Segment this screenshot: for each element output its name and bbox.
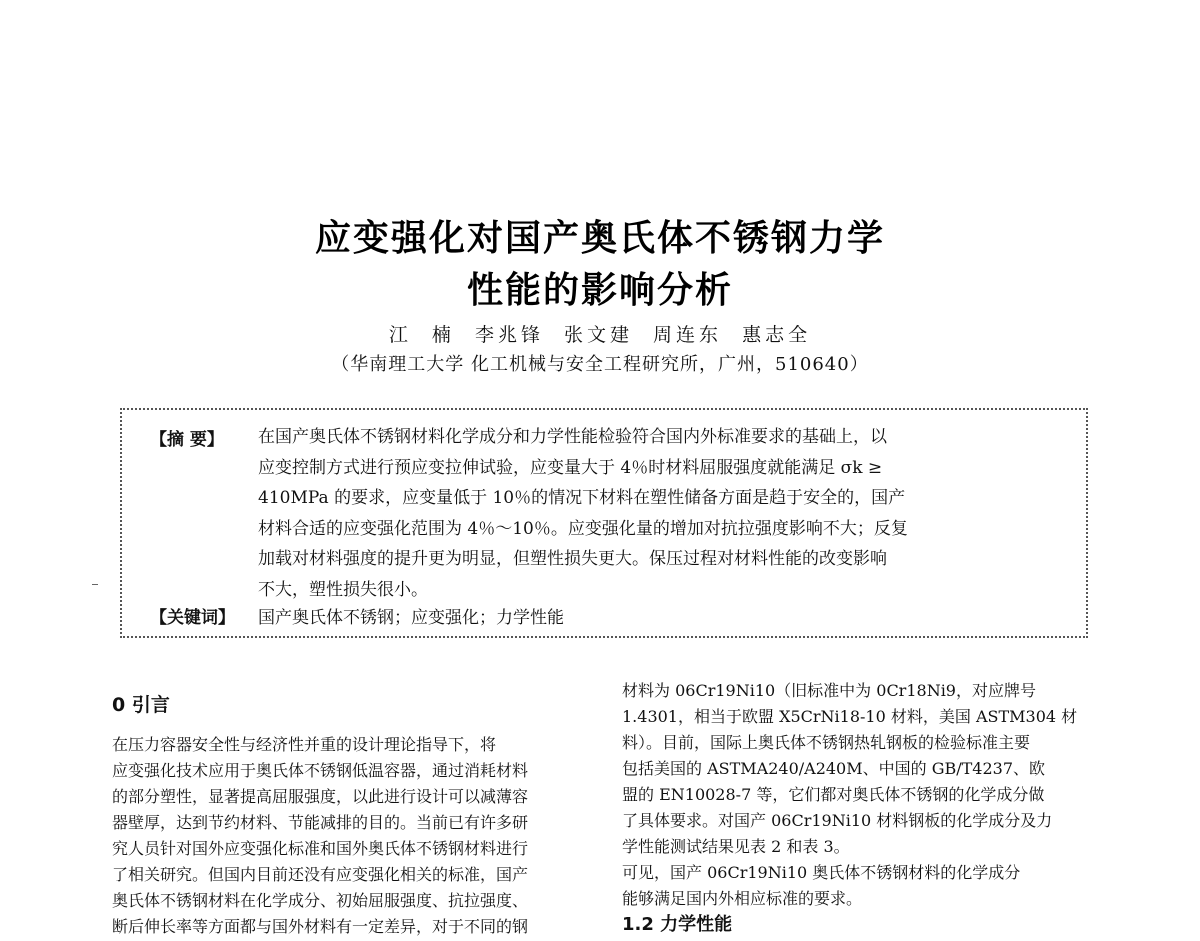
abstract-text xyxy=(258,422,1058,605)
paragraph-line: 盟的 EN10028-7 等，它们都对奥氏体不锈钢的化学成分做 xyxy=(622,785,1045,804)
paper-title-line-2: 性能的影响分析 xyxy=(466,270,733,311)
paragraph-line: 材料为 06Cr19Ni10（旧标准中为 0Cr18Ni9，对应牌号 xyxy=(622,681,1036,700)
affiliation: （华南理工大学 化工机械与安全工程研究所，广州，510640） xyxy=(331,354,869,375)
paragraph-line: 了具体要求。对国产 06Cr19Ni10 材料钢板的化学成分及力 xyxy=(622,811,1053,830)
paragraph-line: 学性能测试结果见表 2 和表 3。 xyxy=(622,837,850,856)
abstract-label: 【摘 要】 xyxy=(150,430,224,450)
paragraph-line: 1.4301，相当于欧盟 X5CrNi18-10 材料，美国 ASTM304 材 xyxy=(622,707,1078,726)
right-column-text xyxy=(622,678,1102,912)
authors: 江 楠 李兆锋 张文建 周连东 惠志全 xyxy=(388,324,812,346)
abstract-line: 在国产奥氏体不锈钢材料化学成分和力学性能检验符合国内外标准要求的基础上，以 xyxy=(258,427,887,447)
paragraph-line: 应变强化技术应用于奥氏体不锈钢低温容器，通过消耗材料 xyxy=(112,761,529,780)
paragraph-line: 能够满足国内外相应标准的要求。 xyxy=(622,889,863,908)
paragraph-line: 断后伸长率等方面都与国外材料有一定差异，对于不同的钢 xyxy=(112,917,529,936)
paragraph-line: 在压力容器安全性与经济性并重的设计理论指导下，将 xyxy=(112,735,497,754)
keywords-label: 【关键词】 xyxy=(150,608,235,628)
paragraph-line: 了相关研究。但国内目前还没有应变强化相关的标准，国产 xyxy=(112,865,529,884)
abstract-line: 410MPa 的要求，应变量低于 10％的情况下材料在塑性储备方面是趋于安全的，国产 xyxy=(258,488,906,508)
paragraph-line: 器壁厚，达到节约材料、节能减排的目的。当前已有许多研 xyxy=(112,813,529,832)
keywords-text: 国产奥氏体不锈钢；应变强化；力学性能 xyxy=(258,608,564,628)
margin-mark xyxy=(92,584,98,585)
section-0-heading: 0 引言 xyxy=(112,694,170,716)
section-1-2-heading: 1.2 力学性能 xyxy=(622,914,733,935)
paragraph-line: 包括美国的 ASTMA240/A240M、中国的 GB/T4237、欧 xyxy=(622,759,1046,778)
paragraph-line: 料）。目前，国际上奥氏体不锈钢热轧钢板的检验标准主要 xyxy=(622,733,1031,752)
paragraph-line: 奥氏体不锈钢材料在化学成分、初始屈服强度、抗拉强度、 xyxy=(112,891,529,910)
paragraph-line: 可见，国产 06Cr19Ni10 奥氏体不锈钢材料的化学成分 xyxy=(622,863,1021,882)
paragraph-line: 的部分塑性，显著提高屈服强度，以此进行设计可以减薄容 xyxy=(112,787,529,806)
abstract-line: 不大，塑性损失很小。 xyxy=(258,579,428,600)
abstract-line: 应变控制方式进行预应变拉伸试验，应变量大于 4％时材料屈服强度就能满足 σk ≥ xyxy=(258,457,883,478)
paragraph-line: 究人员针对国外应变强化标准和国外奥氏体不锈钢材料进行 xyxy=(112,839,529,858)
abstract-line: 加载对材料强度的提升更为明显，但塑性损失更大。保压过程对材料性能的改变影响 xyxy=(258,549,887,569)
paper-title-line-1: 应变强化对国产奥氏体不锈钢力学 xyxy=(314,218,885,259)
left-column-text xyxy=(112,732,592,940)
abstract-line: 材料合适的应变强化范围为 4％～10％。应变强化量的增加对抗拉强度影响不大；反复 xyxy=(258,518,908,539)
